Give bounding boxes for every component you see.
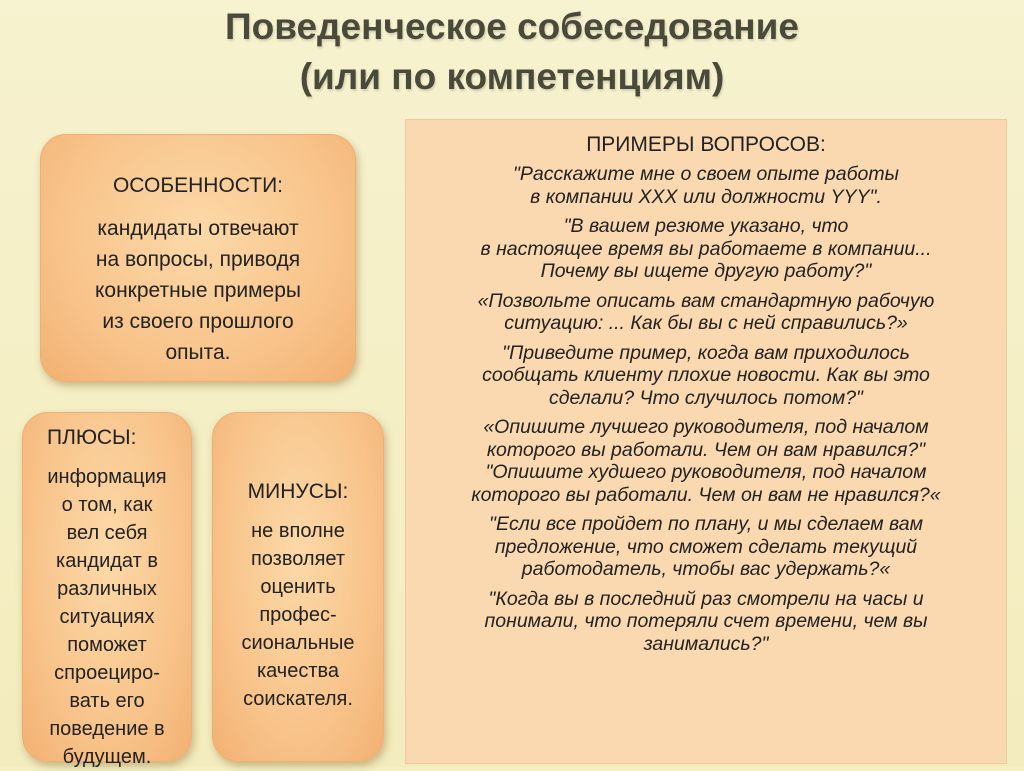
cons-heading: МИНУСЫ: [247, 480, 349, 503]
question-line: предложение, что сможет сделать текущий [494, 535, 918, 558]
question-line: ситуацию: ... Как бы вы с ней справились?» [504, 312, 908, 334]
cons-line: позволяет [250, 548, 346, 570]
question-item [406, 513, 1006, 581]
question-line: "Приведите пример, когда вам приходилось [502, 341, 910, 364]
features-line: на вопросы, приводя [95, 248, 301, 271]
question-line: которого вы работали. Чем он вам не нравился?« [471, 483, 941, 506]
question-line: занимались?" [643, 632, 769, 655]
pros-text [23, 463, 191, 771]
pros-line: поможет [67, 634, 147, 656]
question-line: «Опишите лучшего руководителя, под началом [483, 416, 929, 438]
features-line: кандидаты отвечают [97, 217, 299, 240]
example-questions-panel [405, 119, 1007, 764]
question-line: "В вашем резюме указано, что [563, 215, 849, 237]
question-item [406, 163, 1006, 208]
pros-line: вать его [69, 690, 145, 712]
question-item [406, 416, 1006, 461]
cons-line: качества [256, 660, 340, 682]
cons-line: профес- [259, 604, 337, 626]
features-text [41, 213, 355, 368]
question-line: "Если все пройдет по плану, и мы сделаем вам [489, 513, 923, 535]
question-line: сделали? Что случилось потом?" [549, 386, 863, 409]
features-line: конкретные примеры [94, 279, 302, 302]
question-line: "Расскажите мне о своем опыте работы [512, 163, 899, 185]
question-line: "Опишите худшего руководителя, под началом [485, 461, 927, 483]
slide-title-line-1: Поведенческое собеседование [225, 6, 799, 47]
question-line: в настоящее время вы работаете в компании... [480, 237, 932, 260]
question-line: работодатель, чтобы вас удержать?« [521, 558, 891, 580]
pros-line: кандидат в [56, 550, 158, 572]
cons-line: сиональные [241, 632, 355, 654]
pros-line: о том, как [61, 494, 153, 516]
pros-box [22, 412, 192, 768]
pros-line: информация [47, 466, 167, 488]
question-line: Почему вы ищете другую работу?" [540, 260, 872, 282]
question-line: «Позвольте описать вам стандартную рабочую [477, 289, 935, 312]
features-box [40, 134, 356, 382]
slide-title-line-2: (или по компетенциям) [299, 56, 725, 97]
question-line: в компании XXX или должности YYY". [530, 185, 882, 208]
question-item [406, 342, 1006, 410]
question-item [406, 461, 1006, 506]
pros-line: ситуациях [59, 606, 155, 628]
cons-text [213, 517, 383, 713]
question-line: которого вы работали. Чем он вам нравился?" [486, 438, 926, 461]
pros-line: различных [57, 578, 157, 600]
slide-title [0, 2, 1024, 102]
pros-line: вел себя [66, 522, 148, 544]
cons-box [212, 412, 384, 762]
cons-line: оценить [260, 576, 336, 598]
question-line: "Когда вы в последний раз смотрели на часы и [488, 587, 924, 610]
features-line: из своего прошлого [102, 310, 294, 333]
pros-heading: ПЛЮСЫ: [47, 426, 137, 449]
question-item [406, 588, 1006, 656]
question-line: понимали, что потеряли счет времени, чем вы [484, 610, 928, 632]
features-line: опыта. [165, 341, 231, 364]
cons-line: соискателя. [243, 688, 353, 710]
features-heading: ОСОБЕННОСТИ: [112, 174, 284, 197]
pros-line: спроециро- [54, 662, 160, 684]
question-item [406, 290, 1006, 335]
example-questions-heading: ПРИМЕРЫ ВОПРОСОВ: [586, 133, 826, 156]
question-line: сообщать клиенту плохие новости. Как вы это [482, 364, 930, 386]
cons-line: не вполне [251, 520, 345, 542]
question-item [406, 215, 1006, 283]
pros-line: поведение в [49, 718, 165, 740]
pros-line: будущем. [62, 746, 152, 768]
